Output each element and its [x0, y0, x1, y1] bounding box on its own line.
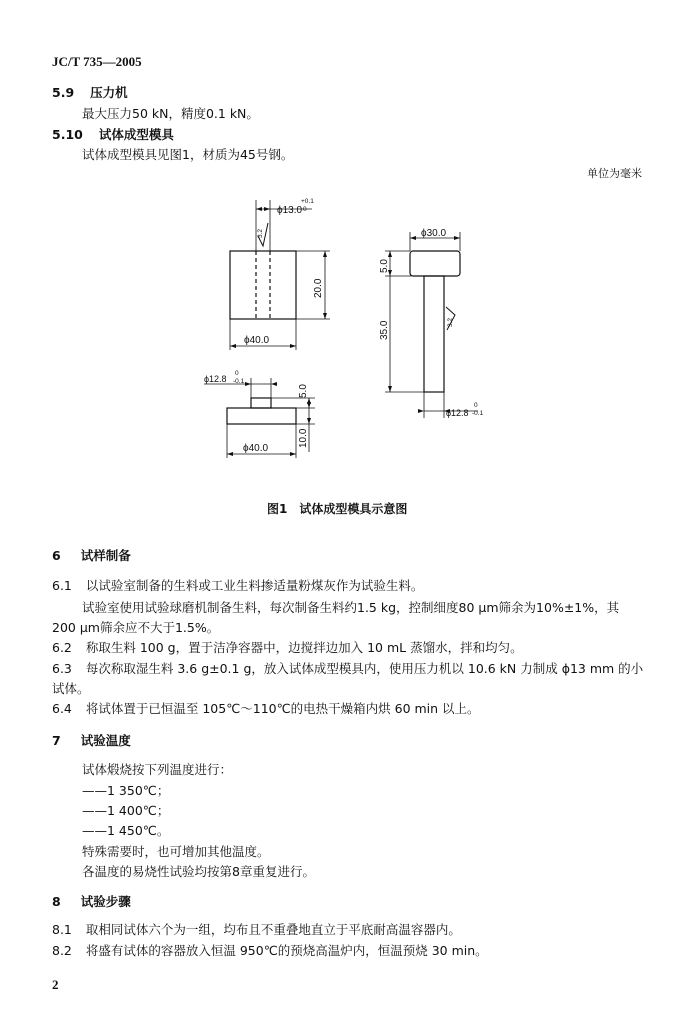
dim-ram-stem-tol-upper: 0 [474, 402, 478, 409]
section-5-10-text: 试体成型模具见图1，材质为45号钢。 [82, 147, 294, 162]
section-title: 试样制备 [80, 548, 131, 563]
section-title: 压力机 [90, 85, 128, 100]
dim-base-height: 10.0 [298, 428, 309, 448]
unit-note: 单位为毫米 [587, 167, 642, 180]
para-6-3 [52, 659, 643, 677]
section-5-9-text: 最大压力50 kN，精度0.1 kN。 [82, 106, 259, 121]
figure-caption: 图1 试体成型模具示意图 [267, 502, 408, 516]
dim-ram-stem-tol-lower: -0.1 [472, 410, 484, 417]
clause-number: 8.2 [52, 943, 72, 958]
section-title: 试体成型模具 [98, 127, 174, 142]
clause-number: 6.1 [52, 578, 72, 593]
dim-base-dia: ϕ40.0 [243, 443, 269, 454]
section-number: 7 [52, 733, 61, 748]
ram-stem [424, 276, 444, 392]
section-7-note2: 各温度的易烧性试验均按第8章重复进行。 [82, 864, 315, 879]
section-number: 6 [52, 548, 61, 563]
clause-text: 将盛有试体的容器放入恒温 950℃的预烧高温炉内，恒温预烧 30 min。 [85, 943, 488, 958]
dim-ram-head-height: 5.0 [379, 259, 390, 273]
dim-ram-stem-height: 35.0 [379, 320, 390, 340]
base-plate [227, 408, 296, 424]
dim-sleeve-dia: ϕ40.0 [244, 335, 270, 346]
dim-top-dia: ϕ13.0 [277, 205, 303, 216]
para-8-1 [52, 920, 461, 938]
clause-number: 6.3 [52, 661, 72, 676]
para-6-1-line2: 试验室使用试验球磨机制备生料，每次制备生料约1.5 kg，控制细度80 μm筛余为10%±1%，其 [82, 600, 620, 615]
para-6-2 [52, 638, 523, 656]
temp-item: ——1 400℃； [82, 803, 170, 818]
clause-number: 6.2 [52, 640, 72, 655]
dim-base-pin-tol-lower: -0.1 [233, 378, 245, 385]
section-5-10-heading [52, 125, 174, 143]
para-6-3-line2: 试体。 [52, 681, 90, 696]
section-7-note1: 特殊需要时，也可增加其他温度。 [82, 844, 270, 859]
para-6-1-line3: 200 μm筛余应不大于1.5%。 [52, 620, 220, 635]
section-number: 5.10 [52, 127, 83, 142]
clause-text: 以试验室制备的生料或工业生料掺适量粉煤灰作为试验生料。 [85, 578, 424, 593]
standard-code: JC/T 735—2005 [52, 54, 142, 69]
dim-ram-stem-dia: ϕ12.8 [446, 408, 469, 418]
section-number: 5.9 [52, 85, 75, 100]
sleeve-body [230, 251, 296, 319]
section-5-9-heading [52, 83, 128, 101]
dim-top-tol-upper: +0.1 [301, 198, 314, 205]
temp-item: ——1 450℃。 [82, 823, 170, 838]
dim-top-tol-lower: 0 [303, 206, 307, 213]
clause-text: 称取生料 100 g，置于洁净容器中，边搅拌边加入 10 mL 蒸馏水，拌和均匀。 [85, 640, 523, 655]
clause-number: 6.4 [52, 701, 72, 716]
para-6-1 [52, 576, 423, 594]
clause-text: 每次称取湿生料 3.6 g±0.1 g，放入试体成型模具内，使用压力机以 10.6 kN 力制成 ϕ13 mm 的小 [85, 661, 644, 676]
roughness-value-1: 3.2 [257, 228, 264, 238]
mold-diagram [0, 185, 699, 470]
roughness-value-2: 3.2 [447, 317, 454, 327]
section-7-intro: 试体煅烧按下列温度进行： [82, 762, 233, 777]
dim-sleeve-height: 20.0 [313, 278, 324, 298]
temp-item: ——1 350℃； [82, 783, 170, 798]
dim-base-pin-tol-upper: 0 [235, 370, 239, 377]
page-number: 2 [52, 977, 59, 992]
ram-head [410, 251, 460, 276]
para-6-4 [52, 699, 480, 717]
clause-number: 8.1 [52, 922, 72, 937]
base-pin [251, 398, 271, 408]
para-8-2 [52, 941, 488, 959]
section-number: 8 [52, 894, 61, 909]
dim-base-pin-height: 5.0 [298, 384, 309, 398]
clause-text: 将试体置于已恒温至 105℃～110℃的电热干燥箱内烘 60 min 以上。 [85, 701, 480, 716]
section-7-heading [52, 731, 131, 749]
clause-text: 取相同试体六个为一组，均布且不重叠地直立于平底耐高温容器内。 [85, 922, 461, 937]
section-title: 试验步骤 [80, 894, 131, 909]
section-6-heading [52, 546, 131, 564]
section-8-heading [52, 892, 131, 910]
dim-base-pin-dia: ϕ12.8 [204, 374, 227, 384]
section-title: 试验温度 [80, 733, 131, 748]
dim-ram-head-dia: ϕ30.0 [421, 228, 447, 239]
